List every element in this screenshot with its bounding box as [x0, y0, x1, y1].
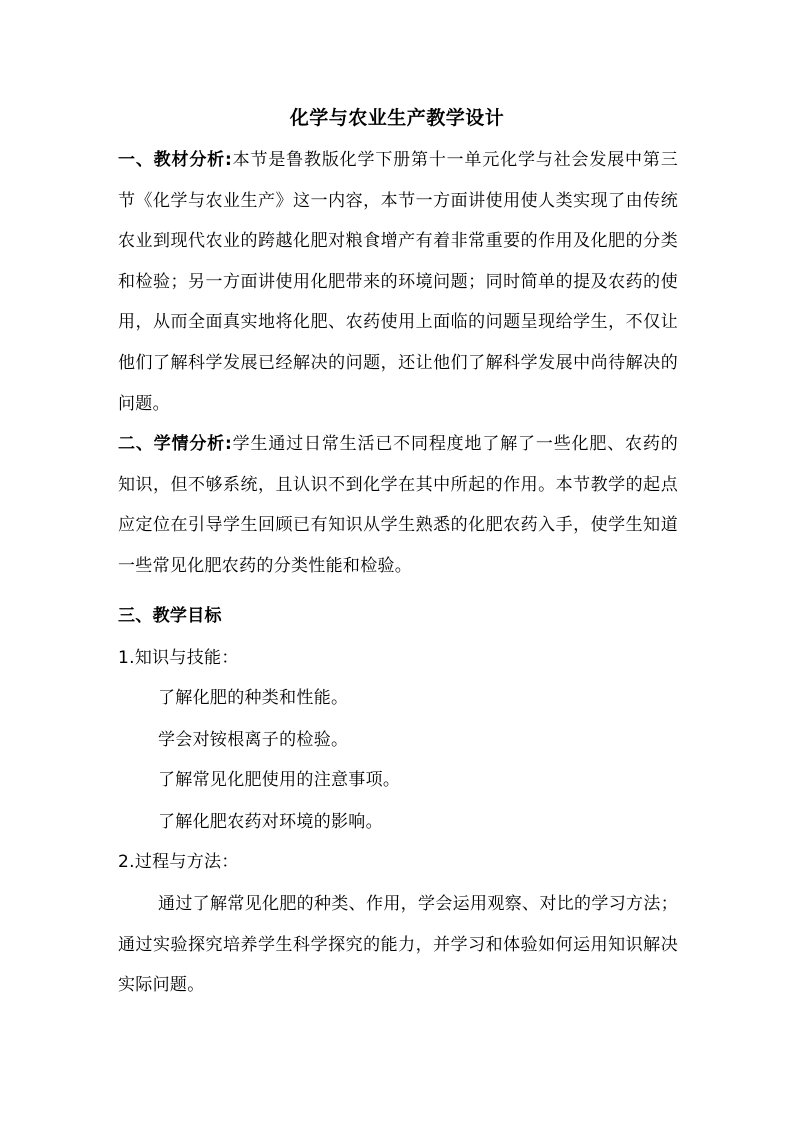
document-title: 化学与农业生产教学设计: [289, 107, 505, 129]
section-body: 学生通过日常生活已不同程度地了解了一些化肥、农药的知识，但不够系统，且认识不到化学在其中所起的作用。本节教学的起点应定位在引导学生回顾已有知识从学生熟悉的化肥农药入手，使学生知道一些常见化肥农药的分类性能和检验。: [118, 434, 679, 576]
goal-list-item: 了解化肥的种类和性能。: [158, 688, 349, 708]
section-student-analysis: [118, 424, 678, 586]
section-teaching-goals-heading: 三、教学目标: [118, 606, 222, 626]
subsection-knowledge-skills-label: 1.知识与技能：: [118, 648, 239, 668]
section-teaching-material-analysis: [118, 140, 678, 424]
goal-list-item: 学会对铵根离子的检验。: [158, 730, 349, 750]
process-methods-body: 通过了解常见化肥的种类、作用，学会运用观察、对比的学习方法；通过实验探究培养学生科学探究的能力，并学习和体验如何运用知识解决实际问题。: [118, 894, 678, 996]
goal-list-item: 了解常见化肥使用的注意事项。: [158, 770, 401, 790]
section-body: 本节是鲁教版化学下册第十一单元化学与社会发展中第三节《化学与农业生产》这一内容，本节一方面讲使用使人类实现了由传统农业到现代农业的跨越化肥对粮食增产有着非常重要的作用及化肥的分类和检验；另一方面讲使用化肥带来的环境问题；同时简单的提及农药的使用，从而全面真实地将化肥、农药使用上面临的问题呈现给学生，不仅让他们了解科学发展已经解决的问题，还让他们了解科学发展中尚待解决的问题。: [118, 150, 679, 414]
goal-list-item: 了解化肥农药对环境的影响。: [158, 812, 383, 832]
section-heading: 一、教材分析:: [118, 150, 233, 170]
section-heading: 二、学情分析:: [118, 434, 233, 454]
subsection-process-methods-label: 2.过程与方法：: [118, 852, 239, 872]
